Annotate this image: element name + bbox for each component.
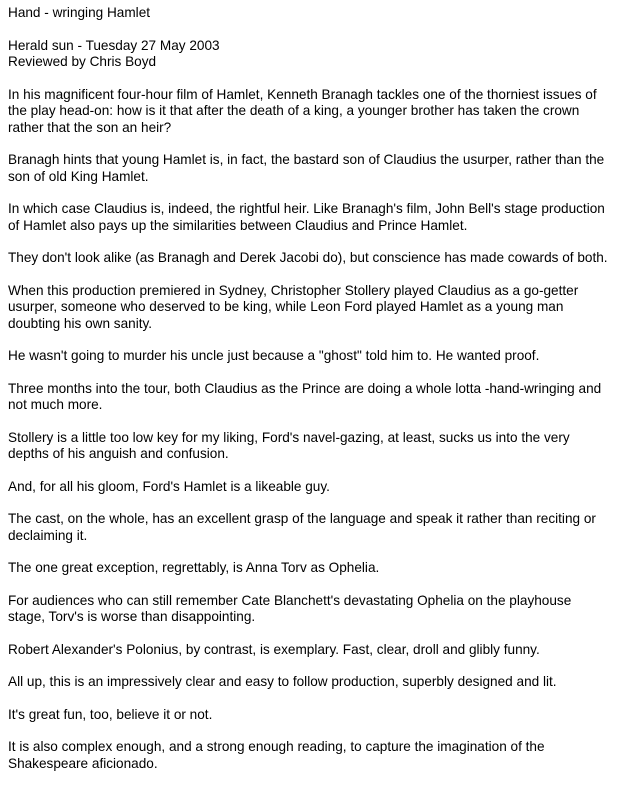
paragraph: Stollery is a little too low key for my liking, Ford's navel-gazing, at least, sucks us into the very depths of his anguish and confusion. <box>8 429 570 461</box>
paragraph: He wasn't going to murder his uncle just because a "ghost" told him to. He wanted proof. <box>8 348 540 363</box>
paragraph: It is also complex enough, and a strong enough reading, to capture the imagination of the Shakespeare aficionado. <box>8 739 545 771</box>
paragraph: Three months into the tour, both Claudius as the Prince are doing a whole lotta -hand-wringing and not much more. <box>8 380 602 412</box>
paragraph: Branagh hints that young Hamlet is, in fact, the bastard son of Claudius the usurper, rather than the son of old King Hamlet. <box>8 152 605 184</box>
article-meta <box>8 38 612 71</box>
paragraph: In his magnificent four-hour film of Hamlet, Kenneth Branagh tackles one of the thorniest issues of the play head-on: how is it that after the death of a king, a younger brother has taken the crown rather that the son an heir? <box>8 86 597 135</box>
paragraph: The cast, on the whole, has an excellent grasp of the language and speak it rather than reciting or declaiming it. <box>8 511 596 543</box>
paragraph: Robert Alexander's Polonius, by contrast, is exemplary. Fast, clear, droll and glibly funny. <box>8 641 540 657</box>
paragraph: When this production premiered in Sydney, Christopher Stollery played Claudius as a go-getter usurper, someone who deserved to be king, while Leon Ford played Hamlet as a young man doubting his own sanity. <box>8 282 579 331</box>
article-source: Herald sun - Tuesday 27 May 2003 <box>8 37 220 53</box>
article-reviewer: Reviewed by Chris Boyd <box>8 54 157 69</box>
paragraph: It's great fun, too, believe it or not. <box>8 706 213 722</box>
paragraph: The one great exception, regrettably, is Anna Torv as Ophelia. <box>8 560 380 575</box>
paragraph: They don't look alike (as Branagh and Derek Jacobi do), but conscience has made cowards of both. <box>8 250 608 265</box>
paragraph: All up, this is an impressively clear and easy to follow production, superbly designed and lit. <box>8 674 557 689</box>
article <box>8 5 612 788</box>
paragraph: For audiences who can still remember Cate Blanchett's devastating Ophelia on the playhouse stage, Torv's is worse than disappointing. <box>8 592 572 624</box>
article-title: Hand - wringing Hamlet <box>8 5 151 20</box>
paragraph: In which case Claudius is, indeed, the rightful heir. Like Branagh's film, John Bell's stage production of Hamlet also pays up the similarities between Claudius and Prince Hamlet. <box>8 201 605 233</box>
paragraph: And, for all his gloom, Ford's Hamlet is a likeable guy. <box>8 478 330 494</box>
